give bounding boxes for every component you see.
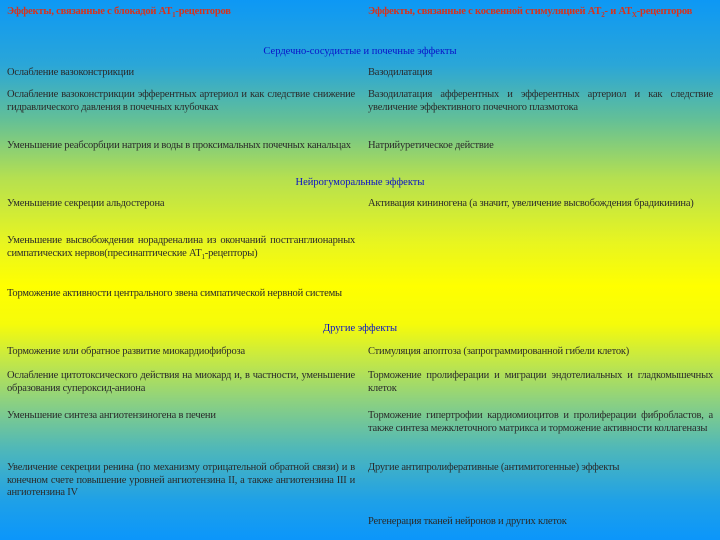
header-text: - и AT	[604, 6, 632, 17]
right-cell: Торможение пролиферации и миграции эндотелиальных и гладкомышечных клеток	[368, 370, 713, 394]
right-cell: Натрийуретическое действие	[368, 140, 494, 151]
right-cell: Вазодилатация	[368, 67, 433, 78]
right-cell: Регенерация тканей нейронов и других клеток	[368, 516, 567, 527]
right-cell: Торможение гипертрофии кардиомиоцитов и пролиферации фибробластов, а также синтеза межклеточного матрикса и торможение активности коллагеназы	[368, 410, 713, 434]
subscript: 1	[172, 11, 176, 20]
header-left	[7, 6, 355, 19]
section-title: Нейрогуморальные эффекты	[295, 177, 425, 188]
section-title: Сердечно-сосудистые и почечные эффекты	[263, 46, 457, 57]
left-cell: Уменьшение синтеза ангиотензиногена в печени	[7, 410, 216, 421]
left-cell: Ослабление вазоконстрикции	[7, 67, 134, 78]
right-cell: Активация кининогена (а значит, увеличение высвобождения брадикинина)	[368, 198, 694, 209]
left-cell: Ослабление вазоконстрикции эфферентных артериол и как следствие снижение гидравлического давления в почечных клубочках	[7, 89, 355, 113]
header-right	[368, 6, 713, 19]
section-title: Другие эффекты	[323, 323, 397, 334]
header-text: -рецепторов	[636, 6, 693, 17]
subscript: 2	[601, 11, 605, 20]
left-cell: Увеличение секреции ренина (по механизму отрицательной обратной связи) и в конечном счете повышение уровней ангиотензина II, а также ангиотензина III и ангиотензина IV	[7, 462, 355, 498]
header-text: Эффекты, связанные с блокадой AT	[7, 6, 173, 17]
left-cell: Ослабление цитотоксического действия на миокард и, в частности, уменьшение образования супероксид-аниона	[7, 370, 355, 394]
header-text: -рецепторов	[175, 6, 231, 17]
left-cell: Торможение или обратное развитие миокардиофиброза	[7, 346, 245, 357]
subscript: 1	[201, 252, 205, 261]
left-cell: Уменьшение реабсорбции натрия и воды в проксимальных почечных канальцах	[7, 140, 351, 151]
cell-text: -рецепторы)	[204, 247, 258, 259]
left-cell: Торможение активности центрального звена симпатической нервной системы	[7, 288, 342, 299]
header-text: Эффекты, связанные с косвенной стимуляцией AT	[368, 6, 602, 17]
left-cell	[7, 235, 355, 260]
cell-text: Уменьшение высвобождения норадреналина из окончаний постганглионарных симпатических нервов(пресинаптические AT	[7, 235, 355, 259]
subscript: X	[631, 11, 637, 20]
left-cell: Уменьшение секреции альдостерона	[7, 198, 165, 209]
right-cell: Вазодилатация афферентных и эфферентных артериол и как следствие увеличение эффективного почечного плазмотока	[368, 89, 713, 113]
right-cell: Другие антипролиферативные (антимитогенные) эффекты	[368, 462, 620, 473]
right-cell: Стимуляция апоптоза (запрограммированной гибели клеток)	[368, 346, 630, 357]
